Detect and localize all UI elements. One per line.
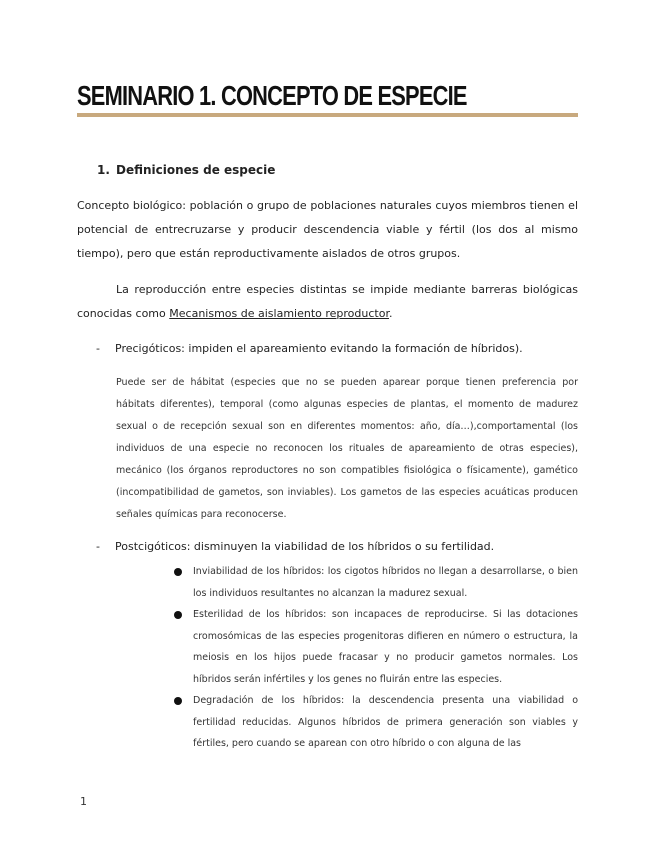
bullet-dot-icon: [174, 568, 182, 576]
bullet-dot-icon: [174, 697, 182, 705]
paragraph-concepto-biologico: Concepto biológico: población o grupo de poblaciones naturales cuyos miembros tienen el potencial de entrecruzarse y producir descendencia viable y fértil (los dos al mismo tiempo), pero que están reproductivamente aislados de otros grupos.: [77, 199, 578, 260]
title-underline: [77, 113, 578, 117]
aislamiento-reproductor-link: Mecanismos de aislamiento reproductor: [169, 307, 389, 320]
bullet-item: [174, 690, 578, 755]
dash-marker: -: [96, 342, 100, 355]
precigoticos-detail: Puede ser de hábitat (especies que no se pueden aparear porque tienen preferencia por hábitats diferentes), temporal (como algunas especies de plantas, el momento de madurez sexual o de recepción sexual son en diferentes momentos: año, día…),comportamental (los individuos de una especie no reconocen los rituales de apareamiento de otras especies), mecánico (los órganos reproductores no son compatibles fisiológica o físicamente), gamético (incompatibilidad de gametos, son inviables). Los gametos de las especies acuáticas producen señales químicas para reconocerse.: [116, 377, 578, 520]
bullet-dot-icon: [174, 611, 182, 619]
postcigoticos-text: Postcigóticos: disminuyen la viabilidad de los híbridos o su fertilidad.: [115, 540, 495, 553]
page-title: SEMINARIO 1. CONCEPTO DE ESPECIE: [77, 80, 467, 111]
paragraph-reproduccion: [77, 278, 578, 326]
dash-marker: -: [96, 540, 100, 553]
section-heading-text: Definiciones de especie: [116, 163, 276, 177]
page-number: 1: [80, 795, 87, 808]
paragraph-reproduccion-text: La reproducción entre especies distintas se impide mediante barreras biológicas conocidas como: [77, 283, 578, 320]
section-heading: [97, 163, 275, 177]
bullet-text: Esterilidad de los híbridos: son incapaces de reproducirse. Si las dotaciones cromosómicas de las especies progenitoras difieren en número o estructura, la meiosis en los hijos puede fracasar y no producir gametos normales. Los híbridos serán infértiles y los genes no fluirán entre las especies.: [193, 609, 578, 685]
section-number: 1.: [97, 163, 110, 177]
paragraph-reproduccion-end: .: [388, 307, 393, 320]
postcigoticos-bullet-list: [174, 561, 578, 755]
bullet-text: Degradación de los híbridos: la descendencia presenta una viabilidad o fertilidad reducidas. Algunos híbridos de primera generación son viables y fértiles, pero cuando se aparean con otro híbrido o con alguna de las: [193, 695, 578, 749]
precigoticos-text: Precigóticos: impiden el apareamiento evitando la formación de híbridos).: [115, 342, 523, 355]
bullet-item: [174, 604, 578, 690]
bullet-item: [174, 561, 578, 604]
bullet-text: Inviabilidad de los híbridos: los cigotos híbridos no llegan a desarrollarse, o bien los individuos resultantes no alcanzan la madurez sexual.: [193, 566, 578, 599]
